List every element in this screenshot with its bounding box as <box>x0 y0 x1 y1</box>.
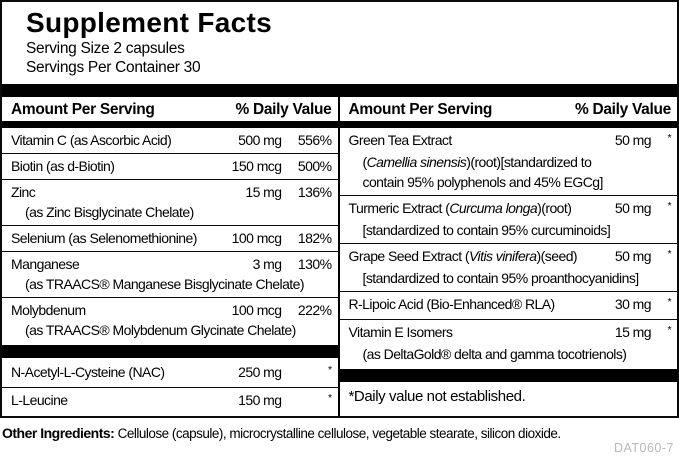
nutrient-amount: 150 mg <box>238 392 282 408</box>
other-ingredients <box>2 424 678 443</box>
nutrient-source-note: (Camellia sinensis)(root)[standardized to <box>362 154 592 170</box>
table-row-vitamin-e <box>340 319 678 367</box>
nutrient-daily-value: * <box>327 392 332 404</box>
nutrient-name: N-Acetyl-L-Cysteine (NAC) <box>11 364 165 380</box>
nutrient-amount: 50 mg <box>614 248 651 264</box>
nutrient-daily-value: * <box>667 200 671 212</box>
nutrient-name: Vitamin E Isomers <box>348 324 453 340</box>
header-underline-bar <box>340 121 678 128</box>
left-rows <box>2 128 338 415</box>
table-row-r-lipoic-acid <box>340 291 678 319</box>
table-row-green-tea <box>340 128 678 195</box>
nutrient-daily-value: 136% <box>297 184 332 200</box>
section-divider-bar <box>2 345 338 358</box>
nutrient-source-note: (as DeltaGold® delta and gamma tocotrienols) <box>362 346 627 362</box>
column-header-amount: Amount Per Serving <box>11 101 155 118</box>
nutrient-amount: 100 mcg <box>231 302 282 318</box>
table-row-zinc <box>2 179 338 225</box>
column-header-daily-value: % Daily Value <box>574 101 671 118</box>
table-row-nac <box>2 360 338 387</box>
nutrient-name: Biotin (as d-Biotin) <box>11 158 115 174</box>
nutrient-name: Selenium (as Selenomethionine) <box>11 230 197 246</box>
table-row-vitamin-c <box>2 128 338 153</box>
nutrient-amount: 150 mcg <box>231 158 282 174</box>
nutrient-daily-value: * <box>667 324 671 336</box>
nutrient-daily-value: * <box>667 132 671 144</box>
nutrient-amount: 250 mg <box>238 364 282 380</box>
nutrient-daily-value: 182% <box>297 230 332 246</box>
column-header-daily-value: % Daily Value <box>235 101 332 118</box>
right-column-header <box>340 97 678 121</box>
table-row-l-leucine <box>2 387 338 415</box>
table-row-biotin <box>2 153 338 179</box>
nutrient-daily-value: 556% <box>297 132 332 148</box>
table-row-manganese <box>2 251 338 297</box>
servings-per-container: Servings Per Container 30 <box>26 59 201 76</box>
other-ingredients-label: Other Ingredients: <box>2 425 115 441</box>
nutrient-daily-value: * <box>327 364 332 376</box>
right-rows <box>340 128 678 405</box>
nutrient-name: R-Lipoic Acid (Bio-Enhanced® RLA) <box>348 296 555 312</box>
nutrient-standardization-note: [standardized to contain 95% proanthocyanidins] <box>362 270 639 286</box>
nutrient-standardization-note: contain 95% polyphenols and 45% EGCg] <box>362 174 603 190</box>
nutrient-amount: 50 mg <box>614 132 651 148</box>
table-row-molybdenum <box>2 297 338 343</box>
nutrient-amount: 30 mg <box>614 296 651 312</box>
nutrient-name: Grape Seed Extract (Vitis vinifera)(seed) <box>348 248 578 264</box>
nutrient-daily-value: 222% <box>297 302 332 318</box>
column-header-amount: Amount Per Serving <box>348 101 493 118</box>
nutrient-amount: 50 mg <box>614 200 651 216</box>
nutrient-name: Turmeric Extract (Curcuma longa)(root) <box>348 200 572 216</box>
serving-size: Serving Size 2 capsules <box>26 40 185 57</box>
section-divider-bar <box>340 369 678 382</box>
nutrient-name: Vitamin C (as Ascorbic Acid) <box>11 132 172 148</box>
nutrient-amount: 3 mg <box>252 256 282 272</box>
facts-columns <box>2 97 677 416</box>
nutrient-source-note: (as Zinc Bisglycinate Chelate) <box>25 204 194 220</box>
header-underline-bar <box>2 121 338 128</box>
other-ingredients-text: Cellulose (capsule), microcrystalline cellulose, vegetable stearate, silicon dioxide. <box>114 426 561 441</box>
nutrient-name: Molybdenum <box>11 302 86 318</box>
nutrient-amount: 15 mg <box>245 184 282 200</box>
nutrient-amount: 500 mg <box>238 132 282 148</box>
nutrient-name: Green Tea Extract <box>348 132 452 148</box>
nutrient-daily-value: * <box>667 296 671 308</box>
daily-value-footnote: *Daily value not established. <box>348 388 526 405</box>
nutrient-amount: 100 mcg <box>231 230 282 246</box>
nutrient-name: Manganese <box>11 256 80 272</box>
nutrient-standardization-note: [standardized to contain 95% curcuminoids] <box>362 222 611 238</box>
nutrient-daily-value: 500% <box>297 158 332 174</box>
nutrient-daily-value: 130% <box>297 256 332 272</box>
left-column <box>2 97 340 416</box>
nutrient-source-note: (as TRAACS® Molybdenum Glycinate Chelate) <box>25 322 296 338</box>
page-title: Supplement Facts <box>26 7 272 38</box>
section-divider-bar <box>2 84 677 97</box>
table-row-selenium <box>2 225 338 251</box>
nutrient-name: Zinc <box>11 184 36 200</box>
nutrient-source-note: (as TRAACS® Manganese Bisglycinate Chelate) <box>25 276 304 292</box>
product-code: DAT060-7 <box>613 441 674 455</box>
table-row-grape-seed <box>340 243 678 291</box>
nutrient-amount: 15 mg <box>614 324 651 340</box>
nutrient-daily-value: * <box>667 248 671 260</box>
right-column <box>340 97 678 416</box>
nutrient-name: L-Leucine <box>11 392 68 408</box>
left-column-header <box>2 97 338 121</box>
table-row-turmeric <box>340 195 678 243</box>
